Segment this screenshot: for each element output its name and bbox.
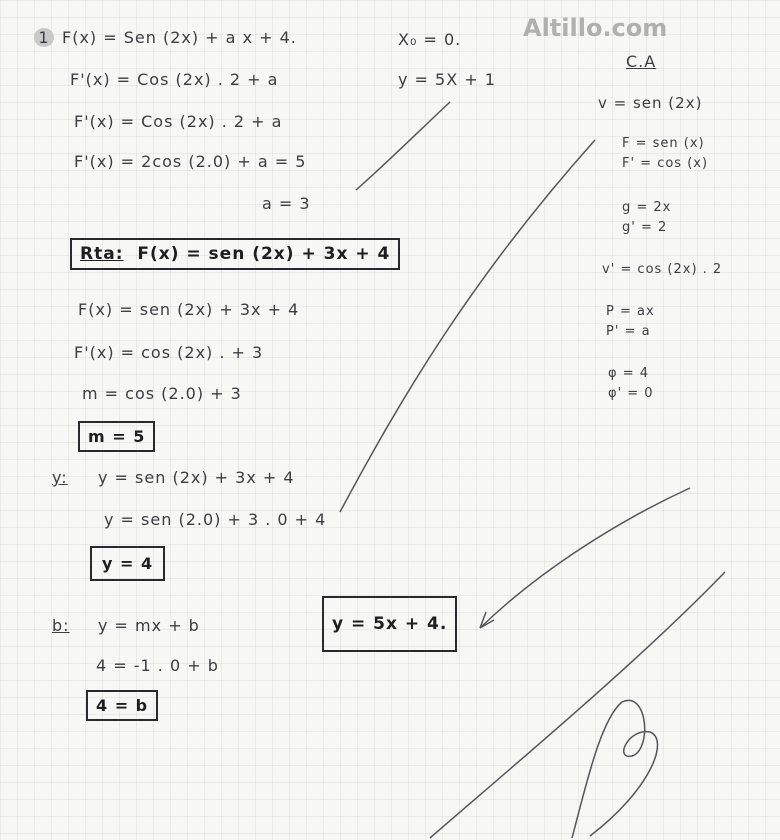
side-calc-g-prime: g' = 2	[622, 220, 668, 235]
stroke-squiggle	[572, 700, 658, 838]
derivative-line-2: F'(x) = Cos (2x) . 2 + a	[74, 112, 283, 131]
problem-function: F(x) = Sen (2x) + a x + 4.	[62, 28, 297, 47]
b-result-box: 4 = b	[86, 690, 158, 721]
side-calc-title: C.A	[626, 52, 657, 71]
y-line-2: y = sen (2.0) + 3 . 0 + 4	[104, 510, 327, 529]
given-tangent: y = 5X + 1	[398, 70, 496, 89]
stroke-check-1	[356, 102, 450, 190]
stroke-arrow-line	[480, 488, 690, 628]
side-calc-f: F = sen (x)	[622, 136, 705, 151]
a-result: a = 3	[262, 194, 311, 213]
b-section-label: b:	[52, 616, 70, 635]
stroke-check-2	[340, 140, 595, 512]
x0-value: X₀ = 0.	[398, 30, 462, 49]
slope-line-2: F'(x) = cos (2x) . + 3	[74, 343, 264, 362]
final-answer-box: y = 5x + 4.	[322, 596, 457, 652]
b-line-2: 4 = -1 . 0 + b	[96, 656, 219, 675]
stroke-long-diagonal	[430, 572, 725, 838]
answer-function: F(x) = sen (2x) + 3x + 4	[137, 244, 391, 264]
y-line-1: y = sen (2x) + 3x + 4	[98, 468, 295, 487]
side-calc-phi: φ = 4	[608, 366, 650, 381]
side-calc-phi-prime: φ' = 0	[608, 386, 654, 401]
slope-line-1: F(x) = sen (2x) + 3x + 4	[78, 300, 300, 319]
slope-line-3: m = cos (2.0) + 3	[82, 384, 242, 403]
side-calc-f-prime: F' = cos (x)	[622, 156, 709, 171]
watermark: Altillo.com	[523, 14, 668, 42]
y-section-label: y:	[52, 468, 68, 487]
side-calc-v-prime: v' = cos (2x) . 2	[602, 262, 723, 277]
side-calc-v: v = sen (2x)	[598, 94, 703, 112]
b-line-1: y = mx + b	[98, 616, 200, 635]
derivative-line-1: F'(x) = Cos (2x) . 2 + a	[70, 70, 279, 89]
side-calc-p: P = ax	[606, 304, 655, 319]
y-result-box: y = 4	[90, 546, 165, 581]
side-calc-p-prime: P' = a	[606, 324, 651, 339]
side-calc-g: g = 2x	[622, 200, 672, 215]
answer-label: Rta:	[80, 244, 124, 264]
problem-number: 1	[34, 28, 54, 47]
slope-result-box: m = 5	[78, 421, 155, 452]
derivative-line-3: F'(x) = 2cos (2.0) + a = 5	[74, 152, 307, 171]
